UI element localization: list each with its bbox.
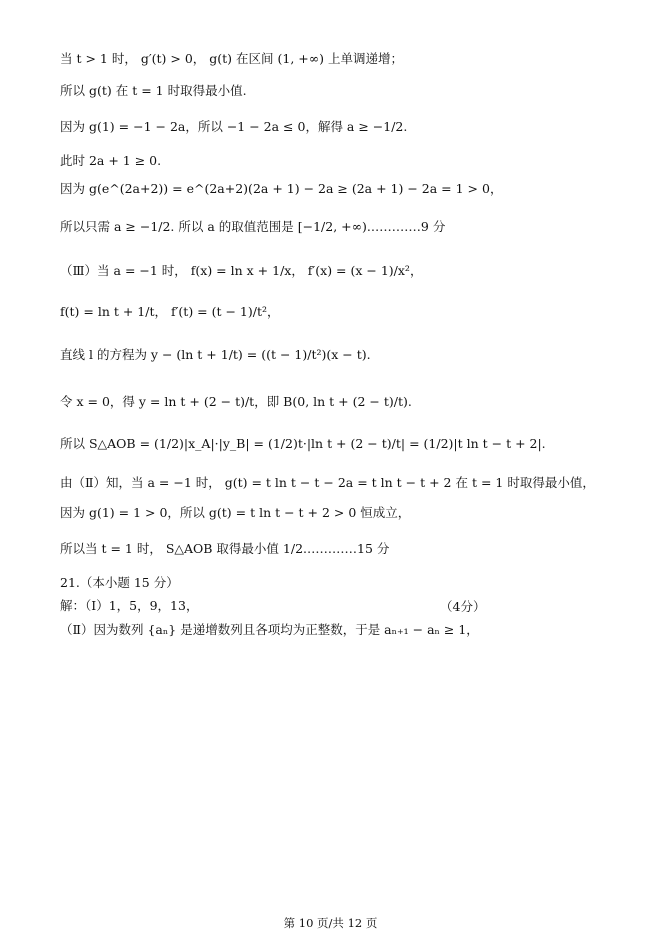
part-3-line-4: 令 x = 0，得 y = ln t + (2 − t)/t，即 B(0, ln t + (2 − t)/t). — [60, 394, 412, 409]
solution-line-2: 所以 g(t) 在 t = 1 时取得最小值. — [60, 83, 247, 98]
score-label: （4分） — [440, 599, 486, 614]
part-3-line-2: f(t) = ln t + 1/t， f′(t) = (t − 1)/t²， — [60, 304, 280, 319]
solution-line-3: 因为 g(1) = −1 − 2a，所以 −1 − 2a ≤ 0，解得 a ≥ −1/2. — [60, 119, 408, 134]
part-3-line-5: 所以 S△AOB = (1/2)|x_A|·|y_B| = (1/2)t·|ln t + (2 − t)/t| = (1/2)|t ln t − t + 2|. — [60, 436, 546, 451]
solution-line-6: 所以只需 a ≥ −1/2. 所以 a 的取值范围是 [−1/2, +∞).…………9 分 — [60, 219, 446, 234]
solution-line-5: 因为 g(e^(2a+2)) = e^(2a+2)(2a + 1) − 2a ≥ (2a + 1) − 2a = 1 > 0， — [60, 181, 503, 196]
part-3-line-6: 由（Ⅱ）知，当 a = −1 时， g(t) = t ln t − t − 2a = t ln t − t + 2 在 t = 1 时取得最小值， — [60, 475, 595, 490]
part-3-line-7: 因为 g(1) = 1 > 0，所以 g(t) = t ln t − t + 2 > 0 恒成立， — [60, 505, 411, 520]
solution-line-1: 当 t > 1 时， g′(t) > 0， g(t) 在区间 (1, +∞) 上单调递增； — [60, 51, 404, 66]
question-21-heading: 21.（本小题 15 分） — [60, 575, 179, 590]
part-3-line-8: 所以当 t = 1 时， S△AOB 取得最小值 1/2.…………15 分 — [60, 541, 390, 556]
question-21-part-1: 解：（Ⅰ）1，5，9，13， — [60, 598, 199, 613]
part-3-line-1: （Ⅲ）当 a = −1 时， f(x) = ln x + 1/x， f′(x) = (x − 1)/x²， — [60, 263, 423, 278]
page-footer: 第 10 页/共 12 页 — [283, 916, 378, 930]
solution-line-4: 此时 2a + 1 ≥ 0. — [60, 153, 162, 168]
question-21-part-2: （Ⅱ）因为数列 {aₙ} 是递增数列且各项均为正整数，于是 aₙ₊₁ − aₙ ≥ 1， — [60, 622, 479, 637]
part-3-line-3: 直线 l 的方程为 y − (ln t + 1/t) = ((t − 1)/t²)(x − t). — [60, 347, 371, 362]
